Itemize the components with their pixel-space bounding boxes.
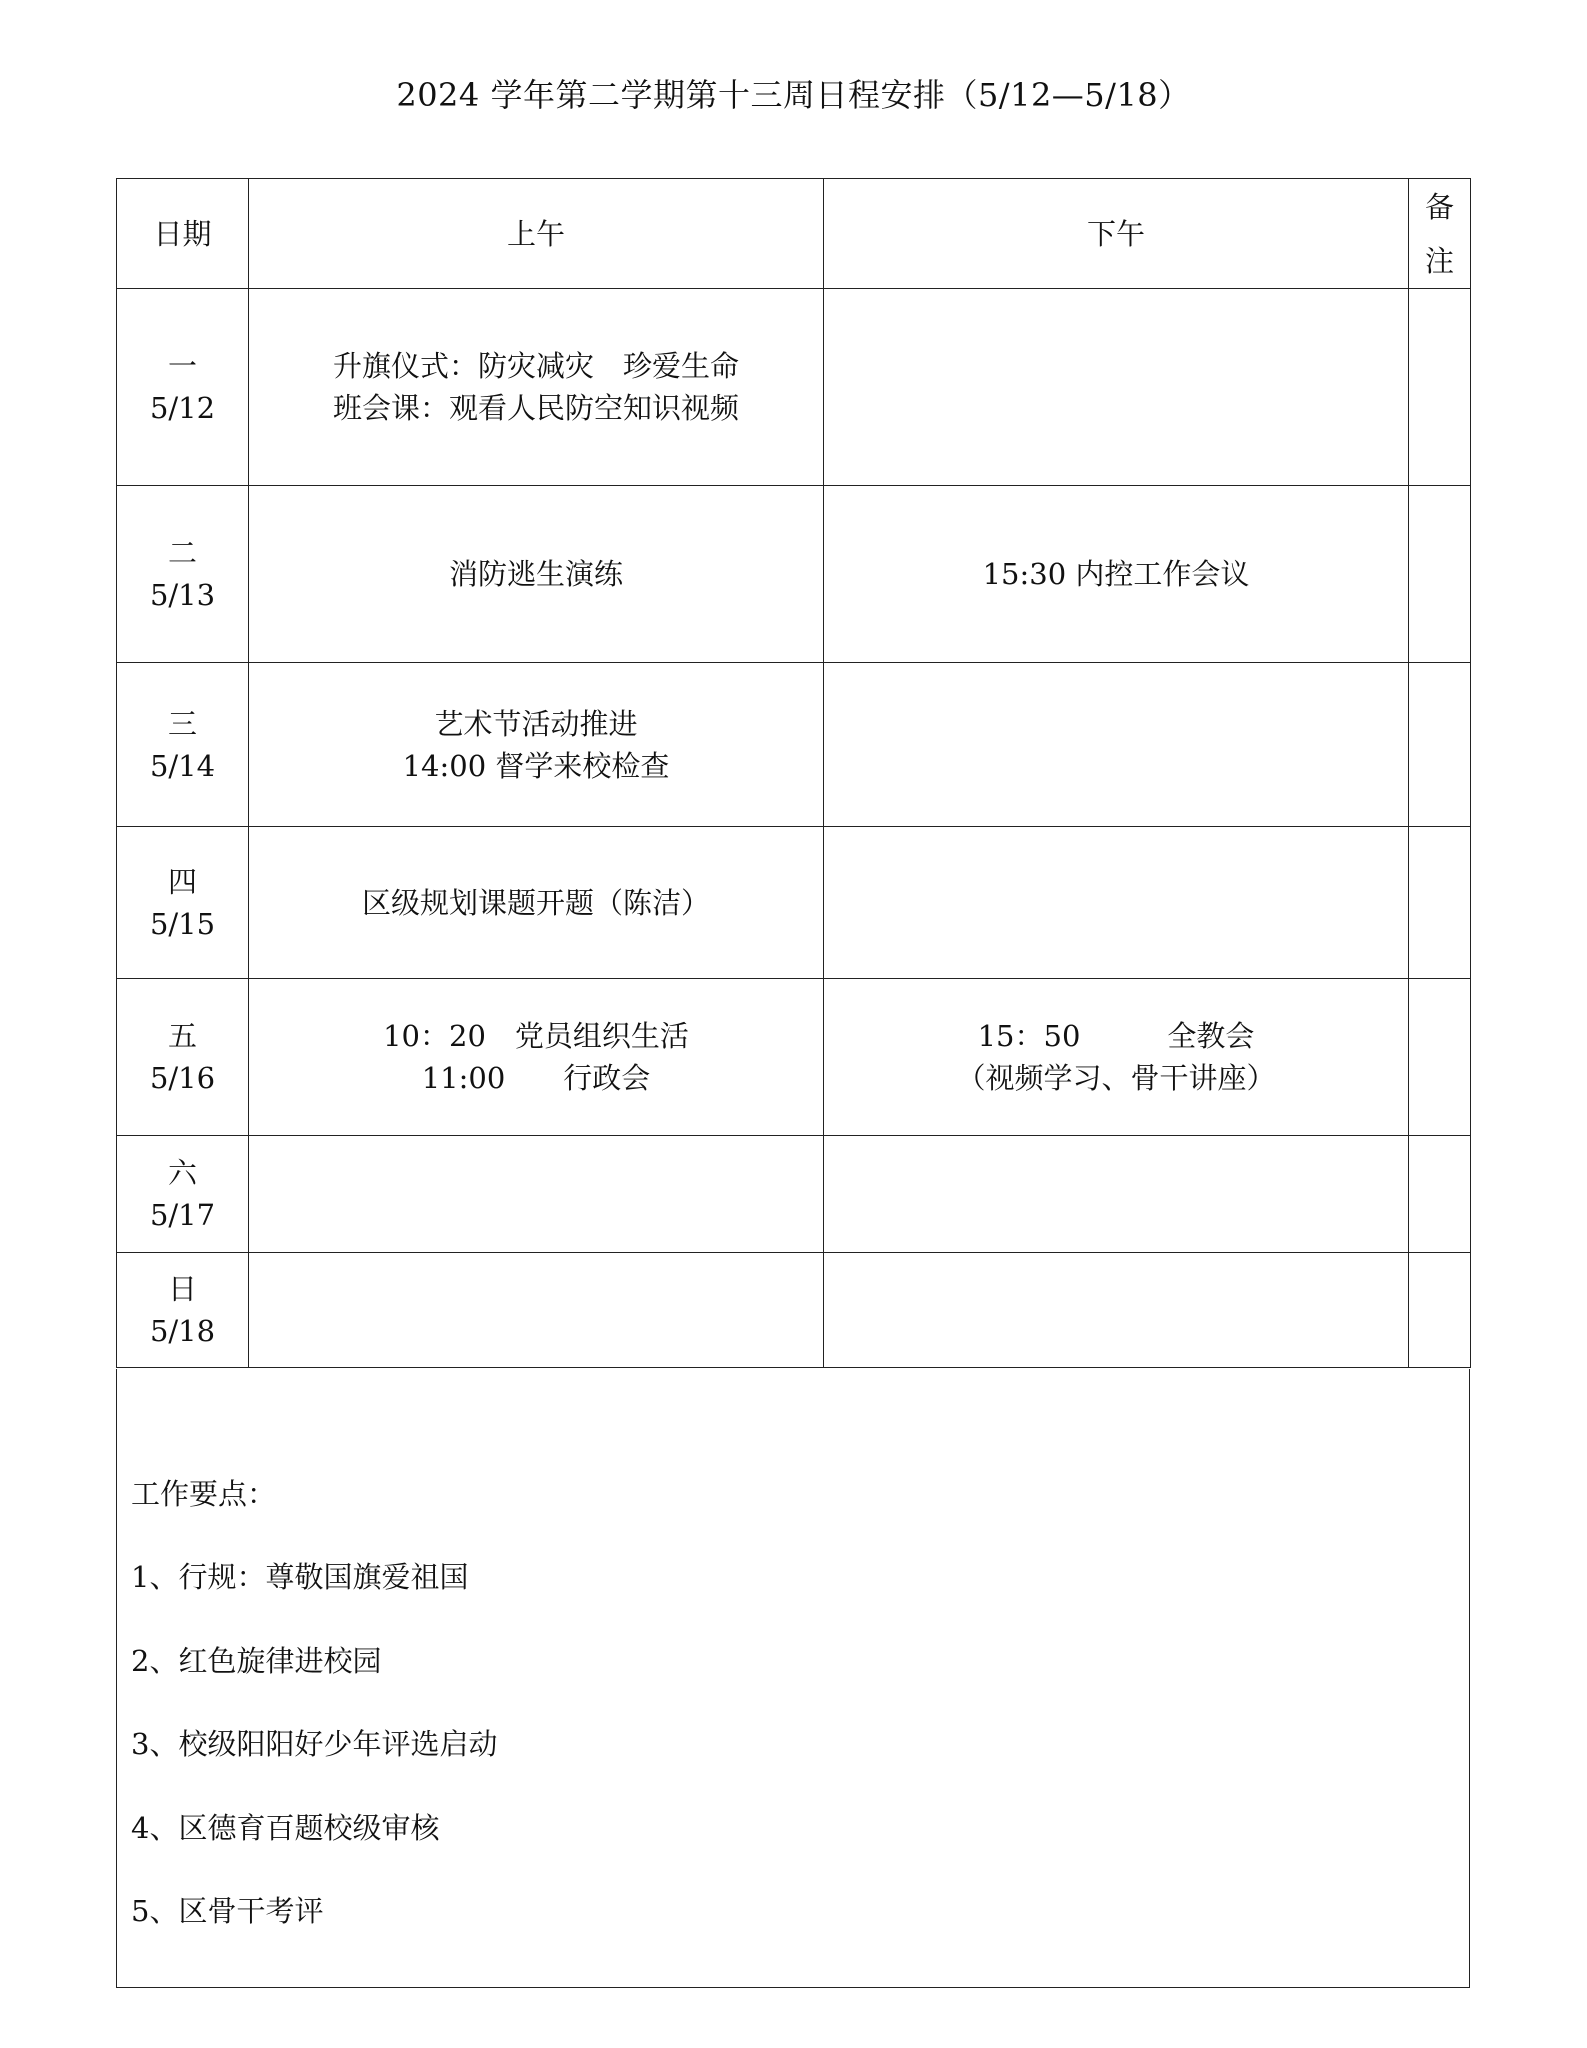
remark-cell <box>1409 289 1471 486</box>
work-points-section <box>116 1369 1470 1988</box>
event-text: 14:00 督学来校检查 <box>402 748 670 783</box>
weekday-label: 五 <box>167 1019 197 1053</box>
remark-cell <box>1409 663 1471 827</box>
header-date: 日期 <box>117 179 249 289</box>
weekday-label: 三 <box>167 706 197 741</box>
remark-cell <box>1409 486 1471 663</box>
weekday-label: 四 <box>167 864 197 899</box>
header-remark-line: 注 <box>1424 243 1454 278</box>
date-cell <box>117 486 249 663</box>
morning-cell <box>249 979 824 1136</box>
date-label: 5/15 <box>149 906 216 941</box>
afternoon-cell <box>824 979 1409 1136</box>
remark-cell <box>1409 1253 1471 1368</box>
afternoon-cell <box>824 486 1409 663</box>
list-item: 3、校级阳阳好少年评选启动 <box>131 1727 498 1761</box>
event-text: 班会课：观看人民防空知识视频 <box>332 391 739 425</box>
weekday-label: 日 <box>167 1272 197 1306</box>
afternoon-cell <box>824 663 1409 827</box>
table-row <box>117 289 1471 486</box>
table-row <box>117 1136 1471 1253</box>
header-afternoon: 下午 <box>824 179 1409 289</box>
weekday-label: 二 <box>167 536 197 570</box>
afternoon-cell <box>824 289 1409 486</box>
list-item: 4、区德育百题校级审核 <box>131 1811 440 1845</box>
table-row <box>117 1253 1471 1368</box>
header-morning: 上午 <box>249 179 824 289</box>
morning-cell <box>249 1136 824 1253</box>
morning-cell <box>249 827 824 979</box>
event-text: 11:00 行政会 <box>421 1061 651 1095</box>
date-cell <box>117 827 249 979</box>
schedule-table <box>116 178 1471 1368</box>
afternoon-cell <box>824 827 1409 979</box>
morning-cell <box>249 663 824 827</box>
date-cell <box>117 1136 249 1253</box>
event-text: 艺术节活动推进 <box>434 706 638 741</box>
table-row <box>117 979 1471 1136</box>
remark-cell <box>1409 827 1471 979</box>
morning-cell <box>249 289 824 486</box>
event-text: 区级规划课题开题（陈洁） <box>361 885 710 920</box>
remark-cell <box>1409 979 1471 1136</box>
page-title: 2024 学年第二学期第十三周日程安排（5/12—5/18） <box>396 76 1191 114</box>
morning-cell <box>249 486 824 663</box>
date-cell <box>117 1253 249 1368</box>
date-label: 5/13 <box>149 578 216 612</box>
date-label: 5/16 <box>149 1061 216 1095</box>
header-row <box>117 179 1471 289</box>
table-row <box>117 663 1471 827</box>
event-text: （视频学习、骨干讲座） <box>956 1061 1276 1095</box>
event-text: 15：50 全教会 <box>977 1019 1255 1053</box>
table-row <box>117 486 1471 663</box>
remark-cell <box>1409 1136 1471 1253</box>
event-text: 10：20 党员组织生活 <box>383 1019 689 1053</box>
list-item: 5、区骨干考评 <box>131 1894 324 1928</box>
date-cell <box>117 979 249 1136</box>
event-text: 15:30 内控工作会议 <box>982 557 1250 591</box>
date-cell <box>117 289 249 486</box>
date-label: 5/17 <box>149 1198 216 1232</box>
date-cell <box>117 663 249 827</box>
work-points-title: 工作要点： <box>131 1477 277 1511</box>
list-item: 1、行规：尊敬国旗爱祖国 <box>131 1560 469 1594</box>
header-remark-line: 备 <box>1424 189 1454 224</box>
date-label: 5/12 <box>149 391 216 425</box>
event-text: 消防逃生演练 <box>448 557 623 591</box>
date-label: 5/14 <box>149 748 216 783</box>
table-row <box>117 827 1471 979</box>
header-remark <box>1409 179 1471 289</box>
list-item: 2、红色旋律进校园 <box>131 1644 382 1678</box>
event-text: 升旗仪式：防灾减灾 珍爱生命 <box>332 349 739 383</box>
weekday-label: 六 <box>167 1156 197 1190</box>
weekday-label: 一 <box>167 349 197 383</box>
afternoon-cell <box>824 1253 1409 1368</box>
afternoon-cell <box>824 1136 1409 1253</box>
date-label: 5/18 <box>149 1314 216 1348</box>
morning-cell <box>249 1253 824 1368</box>
